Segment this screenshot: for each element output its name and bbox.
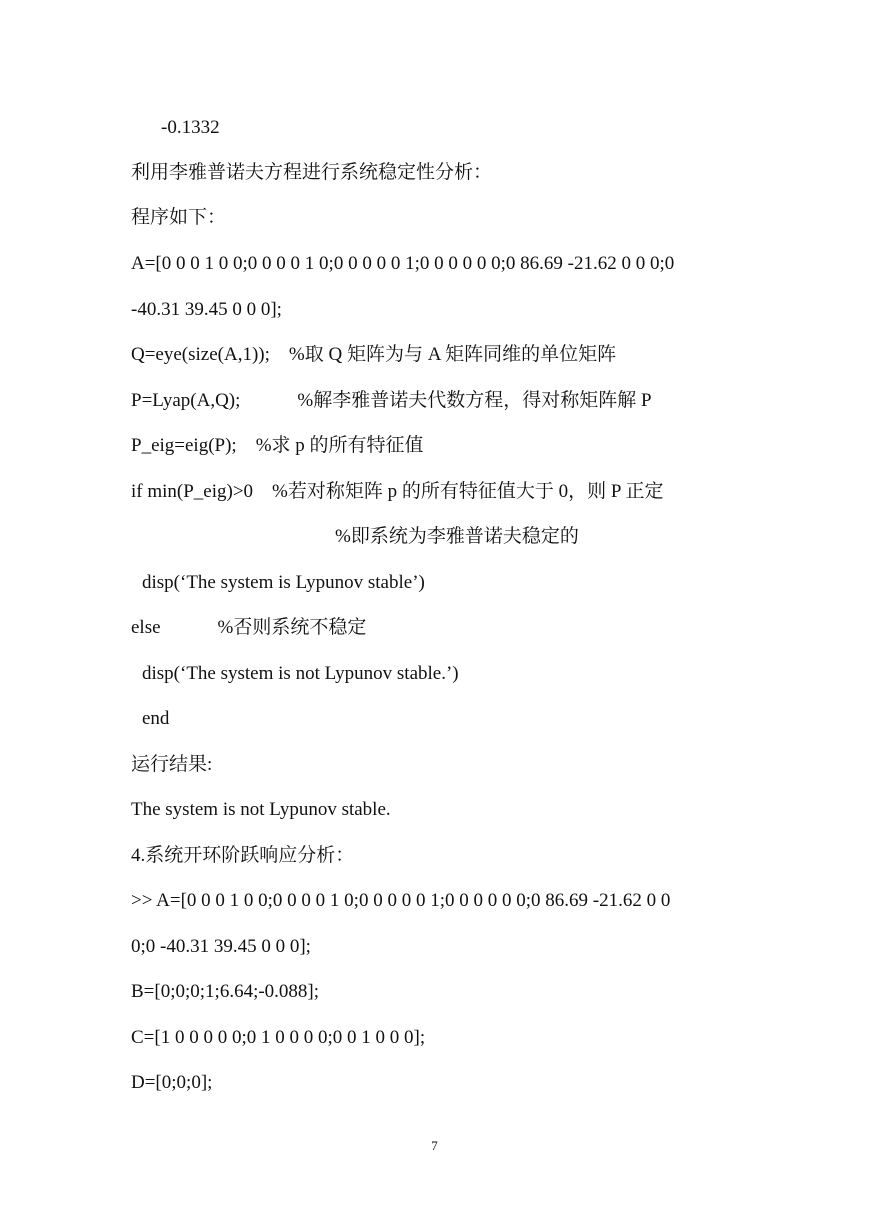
code-line: Q=eye(size(A,1)); %取 Q 矩阵为与 A 矩阵同维的单位矩阵 xyxy=(131,344,617,365)
text-line: 运行结果: xyxy=(131,754,213,775)
code-line: A=[0 0 0 1 0 0;0 0 0 0 1 0;0 0 0 0 0 1;0 0 0 0 0 0;0 86.69 -21.62 0 0 0;0 xyxy=(131,253,675,274)
code-line: P_eig=eig(P); %求 p 的所有特征值 xyxy=(131,435,424,456)
code-line: disp(‘The system is not Lypunov stable.’) xyxy=(142,663,459,684)
text-line: 利用李雅普诺夫方程进行系统稳定性分析： xyxy=(131,162,493,183)
code-line: disp(‘The system is Lypunov stable’) xyxy=(142,572,425,593)
page-number: 7 xyxy=(431,1138,438,1153)
output-line: The system is not Lypunov stable. xyxy=(131,799,391,820)
text-line: -0.1332 xyxy=(161,117,220,138)
code-line: 0;0 -40.31 39.45 0 0 0]; xyxy=(131,936,311,957)
text-line: 程序如下： xyxy=(131,207,227,228)
code-line: P=Lyap(A,Q); %解李雅普诺夫代数方程，得对称矩阵解 P xyxy=(131,390,652,411)
code-comment-line: %即系统为李雅普诺夫稳定的 xyxy=(335,526,579,547)
code-line: B=[0;0;0;1;6.64;-0.088]; xyxy=(131,981,320,1002)
code-line: if min(P_eig)>0 %若对称矩阵 p 的所有特征值大于 0，则 P 正定 xyxy=(131,481,664,502)
code-line: >> A=[0 0 0 1 0 0;0 0 0 0 1 0;0 0 0 0 0 1;0 0 0 0 0 0;0 86.69 -21.62 0 0 xyxy=(131,890,671,911)
code-line: end xyxy=(142,708,170,729)
section-heading: 4.系统开环阶跃响应分析： xyxy=(131,845,355,866)
code-line: -40.31 39.45 0 0 0]; xyxy=(131,299,282,320)
code-line: D=[0;0;0]; xyxy=(131,1072,213,1093)
code-line: else %否则系统不稳定 xyxy=(131,617,367,638)
code-line: C=[1 0 0 0 0 0;0 1 0 0 0 0;0 0 1 0 0 0]; xyxy=(131,1027,426,1048)
